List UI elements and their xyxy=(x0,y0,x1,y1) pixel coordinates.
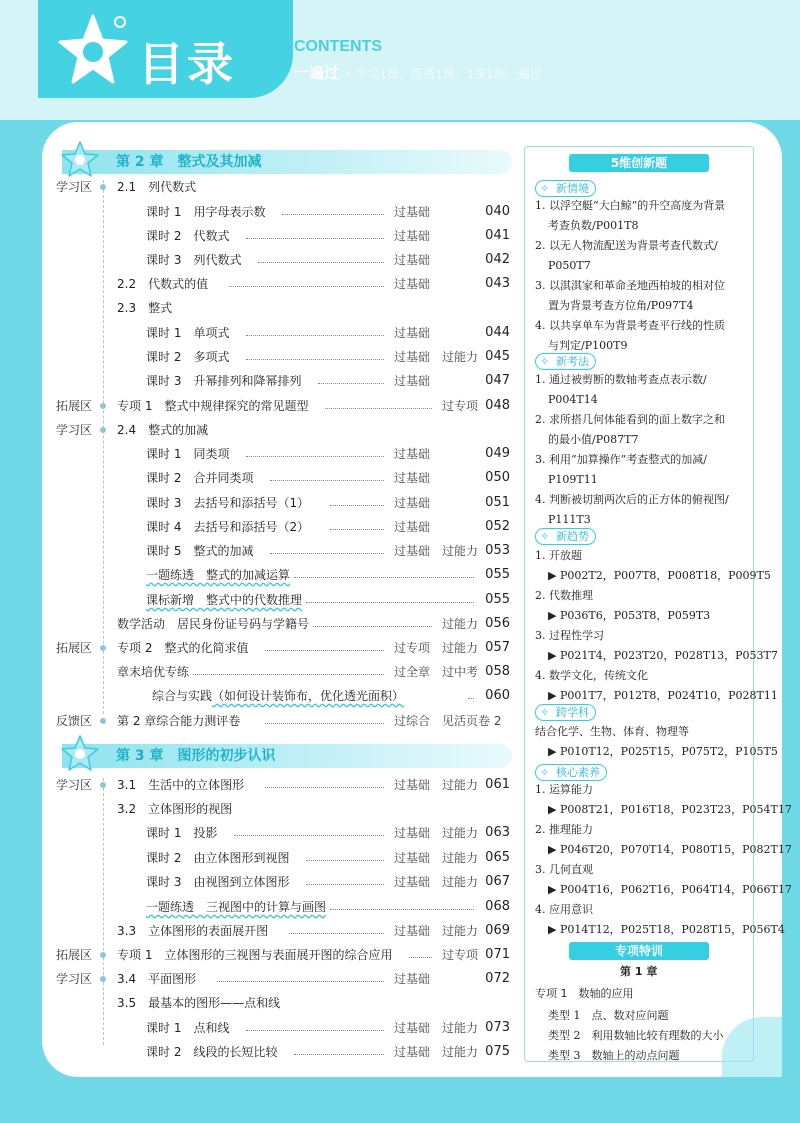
page-number: 049 xyxy=(485,446,510,461)
toc-entry-label: 一题练透 整式的加减运算 xyxy=(146,568,291,582)
side-line: ▶ P036T6，P053T8，P059T3 xyxy=(548,609,711,622)
page-number: 041 xyxy=(485,228,510,243)
level-tag: 过基础 xyxy=(394,253,431,267)
toc-entry-label: 课时 2 线段的长短比较 xyxy=(146,1045,278,1059)
level-tag: 过基础 xyxy=(394,544,431,558)
dot-leader xyxy=(229,286,384,287)
side-line: ▶ P002T2，P007T8，P008T18，P009T5 xyxy=(548,569,771,582)
side-line: 2. 代数推理 xyxy=(535,589,593,602)
toc-entry-label: 专项 1 立体图形的三视图与表面展开图的综合应用 xyxy=(117,948,393,962)
toc-row xyxy=(0,849,520,867)
level-tag: 过能力 xyxy=(442,1021,479,1035)
toc-row xyxy=(0,639,520,657)
side-line: P004T14 xyxy=(548,393,598,406)
page-number: 067 xyxy=(485,874,510,889)
toc-entry-label: 课时 3 去括号和添括号（1） xyxy=(146,496,310,510)
toc-entry-label: 课时 1 点和线 xyxy=(146,1021,230,1035)
toc-entry-label: 一题练透 三视图中的计算与画图 xyxy=(146,900,327,914)
side-heading: 5维创新题 xyxy=(569,154,709,172)
level-tag: 见活页卷 2 xyxy=(442,714,502,728)
level-tag: 过全章 xyxy=(394,665,431,679)
toc-row xyxy=(0,178,520,196)
page-number: 073 xyxy=(485,1020,510,1035)
side-line: ▶ P046T20，P070T14，P080T15，P082T17 xyxy=(548,843,792,856)
level-tag: 过基础 xyxy=(394,496,431,510)
toc-entry-label: 3.2 立体图形的视图 xyxy=(117,802,233,816)
page-number: 053 xyxy=(485,543,510,558)
toc-row xyxy=(0,227,520,245)
level-tag: 过基础 xyxy=(394,520,431,534)
level-tag: 过能力 xyxy=(442,350,479,364)
dot-leader xyxy=(289,933,384,934)
dot-leader xyxy=(246,359,384,360)
side-line: ▶ P004T16，P062T16，P064T14，P066T17 xyxy=(548,883,792,896)
dot-leader xyxy=(306,602,474,603)
zone-label: 学习区 xyxy=(56,423,93,437)
toc-entry-label: 2.3 整式 xyxy=(117,301,173,315)
zone-label: 学习区 xyxy=(56,778,93,792)
page-number: 058 xyxy=(485,664,510,679)
page-number: 040 xyxy=(485,204,510,219)
toc-entry-label: 课时 1 投影 xyxy=(146,826,218,840)
toc-entry-label: 3.5 最基本的图形——点和线 xyxy=(117,996,281,1010)
side-line: 1. 以浮空艇“大白鲸”的升空高度为背景 xyxy=(535,199,726,212)
toc-row xyxy=(0,946,520,964)
toc-entry-label: 3.1 生活中的立体图形 xyxy=(117,778,245,792)
level-tag: 过基础 xyxy=(394,326,431,340)
zone-label: 拓展区 xyxy=(56,641,93,655)
toc-entry-label: 课时 4 去括号和添括号（2） xyxy=(146,520,310,534)
toc-row xyxy=(0,776,520,794)
page-number: 072 xyxy=(485,971,510,986)
toc-row xyxy=(0,970,520,988)
side-line: 1. 通过被剪断的数轴考查点表示数/ xyxy=(535,373,707,386)
side-line: 4. 判断被切割两次后的正方体的俯视图/ xyxy=(535,493,729,506)
level-tag: 过基础 xyxy=(394,350,431,364)
dot-leader xyxy=(330,505,384,506)
toc-row xyxy=(0,615,520,633)
page-header xyxy=(0,0,800,120)
dot-leader xyxy=(193,674,384,675)
toc-row xyxy=(0,445,520,463)
side-line: 3. 利用“加算操作”考查整式的加减/ xyxy=(535,453,707,466)
timeline-dot xyxy=(100,782,106,788)
slogan-main: 一遍过 xyxy=(294,64,340,82)
level-tag: 过基础 xyxy=(394,471,431,485)
toc-entry-label: 2.4 整式的加减 xyxy=(117,423,209,437)
toc-entry-label: 第 2 章综合能力测评卷 xyxy=(117,714,241,728)
timeline-dot xyxy=(100,645,106,651)
dot-leader xyxy=(318,383,384,384)
level-tag: 过专项 xyxy=(394,641,431,655)
level-tag: 过基础 xyxy=(394,778,431,792)
level-tag: 过能力 xyxy=(442,826,479,840)
zone-label: 学习区 xyxy=(56,180,93,194)
toc-row xyxy=(0,898,520,916)
toc-entry-label: 专项 2 整式的化简求值 xyxy=(117,641,249,655)
toc-entry-label: 课时 2 由立体图形到视图 xyxy=(146,851,290,865)
level-tag: 过基础 xyxy=(394,1045,431,1059)
timeline-dot xyxy=(100,184,106,190)
category-tag: ✧ 核心素养 xyxy=(535,764,607,781)
toc-row xyxy=(0,518,520,536)
side-line: ▶ P021T4，P023T20，P028T13，P053T7 xyxy=(548,649,778,662)
dot-leader xyxy=(325,408,432,409)
zone-label: 拓展区 xyxy=(56,399,93,413)
toc-entry-label: 章末培优专练 xyxy=(117,665,190,679)
toc-row xyxy=(0,203,520,221)
side-type: 类型 1 点、数对应问题 xyxy=(548,1009,669,1022)
toc-row xyxy=(0,1019,520,1037)
page-number: 068 xyxy=(485,899,510,914)
page-number: 065 xyxy=(485,850,510,865)
slogan xyxy=(294,62,542,83)
dot-leader xyxy=(265,650,384,651)
level-tag: 过基础 xyxy=(394,374,431,388)
toc-row xyxy=(0,1043,520,1061)
toc-entry-label: 课时 3 由视图到立体图形 xyxy=(146,875,290,889)
side-line: 2. 以无人物流配送为背景考查代数式/ xyxy=(535,239,718,252)
toc-entry-label: 综合与实践 xyxy=(152,689,213,703)
side-line: 2. 求所搭几何体能看到的面上数字之和 xyxy=(535,413,725,426)
toc-entry-label: 课时 1 单项式 xyxy=(146,326,230,340)
chapter2-title: 第 2 章 整式及其加减 xyxy=(116,154,262,170)
page-number: 075 xyxy=(485,1044,510,1059)
side-line: 4. 数学文化，传统文化 xyxy=(535,669,648,682)
dot-leader xyxy=(294,1054,384,1055)
page-number: 051 xyxy=(485,495,510,510)
level-tag: 过基础 xyxy=(394,826,431,840)
page-number: 047 xyxy=(485,373,510,388)
star-mascot-icon xyxy=(60,734,100,772)
dot-leader xyxy=(330,529,384,530)
page-number: 052 xyxy=(485,519,510,534)
level-tag: 过能力 xyxy=(442,851,479,865)
timeline-dot xyxy=(100,976,106,982)
side-line: 1. 开放题 xyxy=(535,549,582,562)
side-heading: 专项特训 xyxy=(569,942,709,960)
side-line: ▶ P014T12，P025T18，P028T15，P056T4 xyxy=(548,923,785,936)
level-tag: 过能力 xyxy=(442,641,479,655)
dot-leader xyxy=(294,577,474,578)
side-line: P109T11 xyxy=(548,473,598,486)
level-tag: 过能力 xyxy=(442,1045,479,1059)
toc-entry-label: 课时 3 升幂排列和降幂排列 xyxy=(146,374,302,388)
page-number: 063 xyxy=(485,825,510,840)
toc-entry-label: 课时 5 整式的加减 xyxy=(146,544,254,558)
toc-row xyxy=(0,542,520,560)
dot-leader xyxy=(246,1030,384,1031)
dot-leader xyxy=(313,626,432,627)
dot-leader xyxy=(468,698,474,699)
side-line: P050T7 xyxy=(548,259,591,272)
toc-row xyxy=(0,348,520,366)
dot-leader xyxy=(330,909,474,910)
toc-row xyxy=(0,800,520,818)
toc-entry-label: 课时 1 用字母表示数 xyxy=(146,205,266,219)
toc-entry-label: 课时 1 同类项 xyxy=(146,447,230,461)
side-line: 置为背景考查方位角/P097T4 xyxy=(548,299,694,312)
level-tag: 过基础 xyxy=(394,277,431,291)
timeline-dot xyxy=(100,718,106,724)
side-line: 3. 几何直观 xyxy=(535,863,593,876)
dot-leader xyxy=(246,456,384,457)
side-line: ▶ P008T21，P016T18，P023T23，P054T17 xyxy=(548,803,792,816)
side-chapter: 第 1 章 xyxy=(620,965,658,978)
level-tag: 过能力 xyxy=(442,544,479,558)
side-line: 3. 过程性学习 xyxy=(535,629,604,642)
dot-leader xyxy=(306,884,384,885)
toc-entry-label: 3.4 平面图形 xyxy=(117,972,197,986)
page-number: 055 xyxy=(485,592,510,607)
side-line: 2. 推理能力 xyxy=(535,823,593,836)
side-special: 专项 1 数轴的应用 xyxy=(535,987,634,1000)
dot-leader xyxy=(282,214,384,215)
slogan-detail: » 学完1课，练透1课，1课1练一遍过 xyxy=(344,67,542,81)
toc-entry-label: 课时 3 列代数式 xyxy=(146,253,242,267)
page-number: 071 xyxy=(485,947,510,962)
level-tag: 过中考 xyxy=(442,665,479,679)
toc-row xyxy=(0,687,520,705)
dot-leader xyxy=(265,723,384,724)
toc-row xyxy=(0,663,520,681)
dot-leader xyxy=(234,835,384,836)
level-tag: 过基础 xyxy=(394,229,431,243)
level-tag: 过基础 xyxy=(394,205,431,219)
page-number: 042 xyxy=(485,252,510,267)
dot-leader xyxy=(217,981,384,982)
chapter2-heading xyxy=(62,150,512,174)
toc-entry-label: 2.2 代数式的值 xyxy=(117,277,209,291)
toc-row xyxy=(0,324,520,342)
level-tag: 过能力 xyxy=(442,617,479,631)
level-tag: 过专项 xyxy=(442,399,479,413)
level-tag: 过基础 xyxy=(394,972,431,986)
toc-row xyxy=(0,299,520,317)
level-tag: 过专项 xyxy=(442,948,479,962)
category-tag: ✧ 跨学科 xyxy=(535,704,596,721)
toc-row xyxy=(0,275,520,293)
toc-row xyxy=(0,994,520,1012)
toc-row xyxy=(0,566,520,584)
toc-row xyxy=(0,421,520,439)
toc-entry-label: 课时 2 多项式 xyxy=(146,350,230,364)
side-line: P111T3 xyxy=(548,513,591,526)
toc-row xyxy=(0,824,520,842)
level-tag: 过基础 xyxy=(394,875,431,889)
page-number: 055 xyxy=(485,567,510,582)
star-mascot-icon xyxy=(60,140,100,178)
side-line: ▶ P010T12，P025T15，P075T2，P105T5 xyxy=(548,745,778,758)
dot-leader xyxy=(270,480,384,481)
page-number: 069 xyxy=(485,923,510,938)
page-number: 057 xyxy=(485,640,510,655)
category-tag: ✧ 新情境 xyxy=(535,180,596,197)
side-line: 结合化学、生物、体育、物理等 xyxy=(535,725,689,738)
toc-entry-label: 2.1 列代数式 xyxy=(117,180,197,194)
toc-entry-label: 课时 2 合并同类项 xyxy=(146,471,254,485)
dot-leader xyxy=(258,262,384,263)
category-tag: ✧ 新考法 xyxy=(535,353,596,370)
side-line: 4. 以共享单车为背景考查平行线的性质 xyxy=(535,319,725,332)
level-tag: 过基础 xyxy=(394,447,431,461)
level-tag: 过综合 xyxy=(394,714,431,728)
toc-entry-label: 数学活动 居民身份证号码与学籍号 xyxy=(117,617,310,631)
toc-entry-label: 课标新增 整式中的代数推理 xyxy=(146,593,303,607)
zone-label: 反馈区 xyxy=(56,714,93,728)
timeline-dot xyxy=(100,952,106,958)
timeline-dot xyxy=(100,403,106,409)
dot-leader xyxy=(265,787,384,788)
side-type: 类型 2 利用数轴比较有理数的大小 xyxy=(548,1029,724,1042)
toc-row xyxy=(0,372,520,390)
page-number: 061 xyxy=(485,777,510,792)
side-line: 3. 以淇淇家和革命圣地西柏坡的相对位 xyxy=(535,279,725,292)
toc-row xyxy=(0,712,520,730)
toc-row xyxy=(0,922,520,940)
level-tag: 过能力 xyxy=(442,875,479,889)
level-tag: 过能力 xyxy=(442,778,479,792)
category-tag: ✧ 新趋势 xyxy=(535,528,596,545)
toc-entry-label: 专项 1 整式中规律探究的常见题型 xyxy=(117,399,309,413)
star-mascot-logo xyxy=(58,12,128,92)
chapter3-heading xyxy=(62,744,512,768)
side-line: ▶ P001T7，P012T8，P024T10，P028T11 xyxy=(548,689,778,702)
page-number: 043 xyxy=(485,276,510,291)
dot-leader xyxy=(246,335,384,336)
side-line: 的最小值/P087T7 xyxy=(548,433,639,446)
chapter3-title: 第 3 章 图形的初步认识 xyxy=(116,748,276,764)
toc-row xyxy=(0,873,520,891)
page-title: 目录 xyxy=(138,37,236,91)
timeline-dot xyxy=(100,427,106,433)
side-line: 1. 运算能力 xyxy=(535,783,593,796)
page-number: 044 xyxy=(485,325,510,340)
dot-leader xyxy=(306,860,384,861)
side-line: 与判定/P100T9 xyxy=(548,339,628,352)
page-number: 045 xyxy=(485,349,510,364)
side-line: 考查负数/P001T8 xyxy=(548,219,639,232)
toc-entry-sublabel: （如何设计装饰布，优化透光面积） xyxy=(212,689,405,703)
toc-row xyxy=(0,591,520,609)
dot-leader xyxy=(246,238,384,239)
toc-row xyxy=(0,469,520,487)
toc-row xyxy=(0,251,520,269)
page-number: 048 xyxy=(485,398,510,413)
dot-leader xyxy=(270,553,384,554)
side-line: 4. 应用意识 xyxy=(535,903,593,916)
zone-label: 学习区 xyxy=(56,972,93,986)
page-number: 056 xyxy=(485,616,510,631)
toc-row xyxy=(0,494,520,512)
contents-label: CONTENTS xyxy=(294,38,382,55)
level-tag: 过基础 xyxy=(394,1021,431,1035)
level-tag: 过基础 xyxy=(394,851,431,865)
level-tag: 过基础 xyxy=(394,924,431,938)
zone-label: 拓展区 xyxy=(56,948,93,962)
toc-entry-label: 课时 2 代数式 xyxy=(146,229,230,243)
level-tag: 过能力 xyxy=(442,924,479,938)
toc-entry-label: 3.3 立体图形的表面展开图 xyxy=(117,924,269,938)
toc-row xyxy=(0,397,520,415)
page-number: 060 xyxy=(485,688,510,703)
side-type: 类型 3 数轴上的动点问题 xyxy=(548,1049,680,1062)
dot-leader xyxy=(409,957,432,958)
page-number: 050 xyxy=(485,470,510,485)
